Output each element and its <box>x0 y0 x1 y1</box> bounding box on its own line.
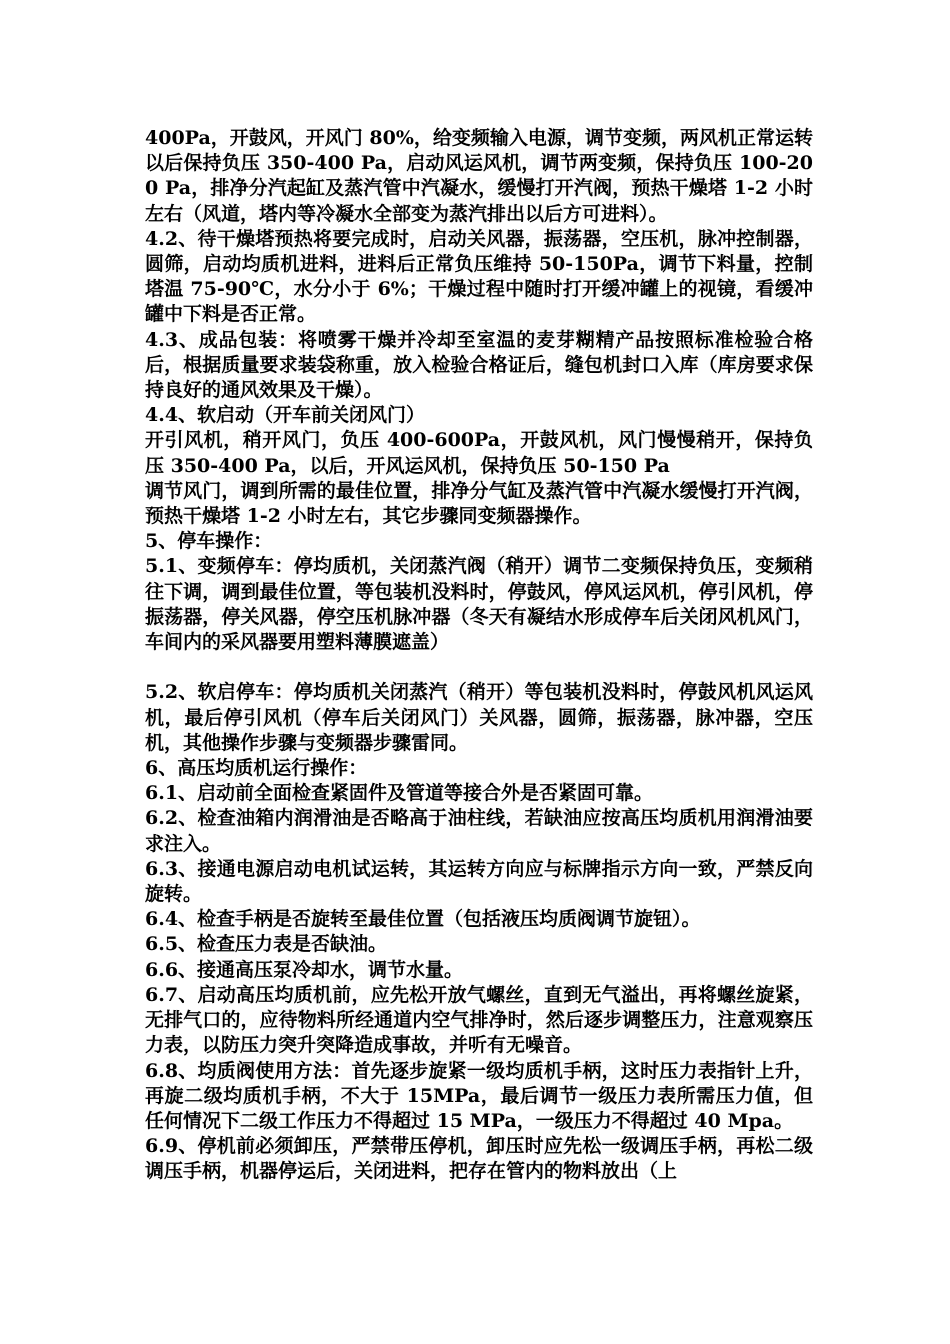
paragraph-6-5: 6.5、检查压力表是否缺油。 <box>145 933 388 956</box>
paragraph-6-8: 6.8、均质阀使用方法：首先逐步旋紧一级均质机手柄，这时压力表指针上升，再旋二级均质机手柄，不大于 15MPa，最后调节一级压力表所需压力值，但任何情况下二级工作压力不得超过 15 MPa，一级压力不得超过 40 Mpa。 <box>145 1059 813 1132</box>
paragraph-6-2: 6.2、检查油箱内润滑油是否略高于油柱线，若缺油应按高压均质机用润滑油要求注入。 <box>145 807 813 855</box>
paragraph-preheat-continued: 400Pa，开鼓风，开风门 80%，给变频输入电源，调节变频，两风机正常运转以后保持负压 350-400 Pa，启动风运风机，调节两变频，保持负压 100-200 Pa，排净分汽起缸及蒸汽管中汽凝水，缓慢打开汽阀，预热干燥塔 1-2 小时左右（风道，塔内等冷凝水全部变为蒸汽排出以后方可进料）。 <box>145 127 813 225</box>
blank-line <box>145 655 813 680</box>
paragraph-4-3: 4.3、成品包装：将喷雾干燥并冷却至室温的麦芽糊精产品按照标准检验合格后，根据质量要求装袋称重，放入检验合格证后，缝包机封口入库（库房要求保持良好的通风效果及干燥）。 <box>145 328 813 402</box>
paragraph-soft-start-1: 开引风机，稍开风门，负压 400-600Pa，开鼓风机，风门慢慢稍开，保持负压 350-400 Pa，以后，开风运风机，保持负压 50-150 Pa <box>145 429 813 477</box>
document-body <box>145 126 813 1185</box>
section-5-heading: 5、停车操作： <box>145 530 273 553</box>
paragraph-6-1: 6.1、启动前全面检查紧固件及管道等接合外是否紧固可靠。 <box>145 782 654 805</box>
paragraph-4-2: 4.2、待干燥塔预热将要完成时，启动关风器，振荡器，空压机，脉冲控制器，圆筛，启动均质机进料，进料后正常负压维持 50-150Pa，调节下料量，控制塔温 75-90℃，水分小于 6%；干燥过程中随时打开缓冲罐上的视镜，看缓冲罐中下料是否正常。 <box>145 227 813 326</box>
paragraph-6-9: 6.9、停机前必须卸压，严禁带压停机，卸压时应先松一级调压手柄，再松二级调压手柄，机器停运后，关闭进料，把存在管内的物料放出（上 <box>145 1135 813 1183</box>
paragraph-5-1: 5.1、变频停车：停均质机，关闭蒸汽阀（稍开）调节二变频保持负压，变频稍往下调，调到最佳位置，等包装机没料时，停鼓风，停风运风机，停引风机，停振荡器，停关风器，停空压机脉冲器（冬天有凝结水形成停车后关闭风机风门，车间内的采风器要用塑料薄膜遮盖） <box>145 555 813 654</box>
paragraph-5-2: 5.2、软启停车：停均质机关闭蒸汽（稍开）等包装机没料时，停鼓风机风运风机，最后停引风机（停车后关闭风门）关风器，圆筛，振荡器，脉冲器，空压机，其他操作步骤与变频器步骤雷同。 <box>145 681 813 754</box>
paragraph-6-7: 6.7、启动高压均质机前，应先松开放气螺丝，直到无气溢出，再将螺丝旋紧，无排气口的，应待物料所经通道内空气排净时，然后逐步调整压力，注意观察压力表，以防压力突升突降造成事故，并听有无噪音。 <box>145 983 813 1057</box>
paragraph-soft-start-2: 调节风门，调到所需的最佳位置，排净分气缸及蒸汽管中汽凝水缓慢打开汽阀，预热干燥塔 1-2 小时左右，其它步骤同变频器操作。 <box>145 479 813 528</box>
paragraph-6-3: 6.3、接通电源启动电机试运转，其运转方向应与标牌指示方向一致，严禁反向旋转。 <box>145 857 813 906</box>
paragraph-6-4: 6.4、检查手柄是否旋转至最佳位置（包括液压均质阀调节旋钮）。 <box>145 908 701 931</box>
paragraph-6-6: 6.6、接通高压泵冷却水，调节水量。 <box>145 958 464 981</box>
section-6-heading: 6、高压均质机运行操作： <box>145 757 368 780</box>
paragraph-4-4-heading: 4.4、软启动（开车前关闭风门） <box>145 404 426 427</box>
